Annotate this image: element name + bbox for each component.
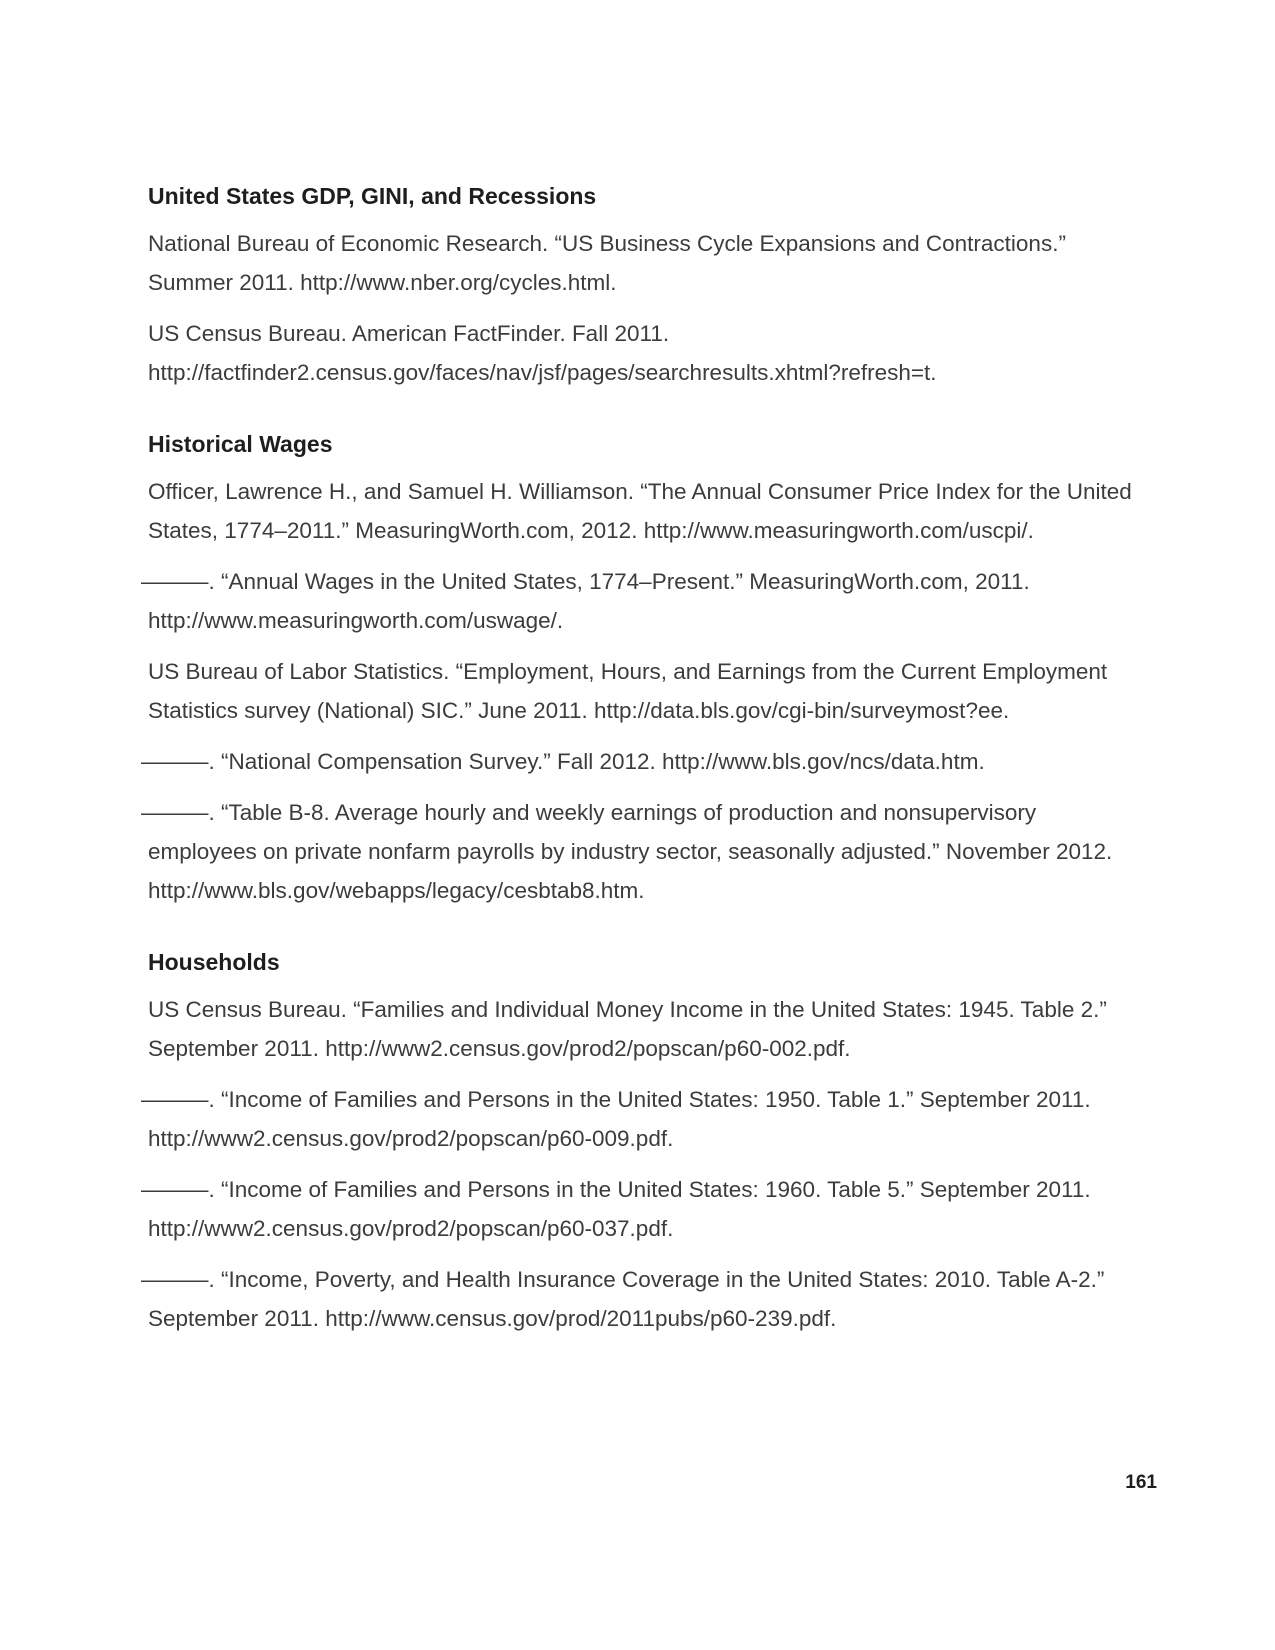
bibliography-entry: ———. “Income of Families and Persons in the United States: 1950. Table 1.” September 2011. http://www2.census.gov/prod2/popscan/p60-009.pdf.	[141, 1087, 1091, 1151]
bibliography-entry: ———. “National Compensation Survey.” Fall 2012. http://www.bls.gov/ncs/data.htm.	[141, 749, 985, 774]
bibliography-entry: ———. “Annual Wages in the United States, 1774–Present.” MeasuringWorth.com, 2011. http://www.measuringworth.com/uswage/.	[141, 569, 1030, 633]
bibliography-entry: ———. “Income of Families and Persons in the United States: 1960. Table 5.” September 2011. http://www2.census.gov/prod2/popscan/p60-037.pdf.	[141, 1177, 1091, 1241]
bibliography-entry: US Bureau of Labor Statistics. “Employment, Hours, and Earnings from the Current Employment Statistics survey (National) SIC.” June 2011. http://data.bls.gov/cgi-bin/surveymost?ee.	[148, 659, 1108, 723]
section-heading: United States GDP, GINI, and Recessions	[148, 183, 597, 209]
bibliography-page	[141, 178, 1138, 1350]
section-gdp-gini-recessions	[148, 178, 1138, 392]
bibliography-entry: US Census Bureau. “Families and Individual Money Income in the United States: 1945. Table 2.” September 2011. http://www2.census.gov/prod2/popscan/p60-002.pdf.	[148, 997, 1107, 1061]
bibliography-entry: US Census Bureau. American FactFinder. Fall 2011. http://factfinder2.census.gov/faces/nav/jsf/pages/searchresults.xhtml?refresh=t.	[148, 321, 937, 385]
section-heading: Historical Wages	[148, 431, 333, 457]
page-number: 161	[1125, 1472, 1157, 1493]
section-heading: Households	[148, 949, 280, 975]
bibliography-entry: ———. “Income, Poverty, and Health Insurance Coverage in the United States: 2010. Table A-2.” September 2011. http://www.census.gov/prod/2011pubs/p60-239.pdf.	[141, 1267, 1105, 1331]
bibliography-entry: ———. “Table B-8. Average hourly and weekly earnings of production and nonsupervisory employees on private nonfarm payrolls by industry sector, seasonally adjusted.” November 2012. http://www.bls.gov/webapps/legacy/cesbtab8.htm.	[141, 800, 1113, 903]
section-households	[141, 944, 1138, 1338]
section-historical-wages	[141, 426, 1138, 910]
bibliography-entry: National Bureau of Economic Research. “US Business Cycle Expansions and Contractions.” Summer 2011. http://www.nber.org/cycles.html.	[148, 231, 1066, 295]
bibliography-entry: Officer, Lawrence H., and Samuel H. Williamson. “The Annual Consumer Price Index for the United States, 1774–2011.” MeasuringWorth.com, 2012. http://www.measuringworth.com/uscpi/.	[148, 479, 1132, 543]
